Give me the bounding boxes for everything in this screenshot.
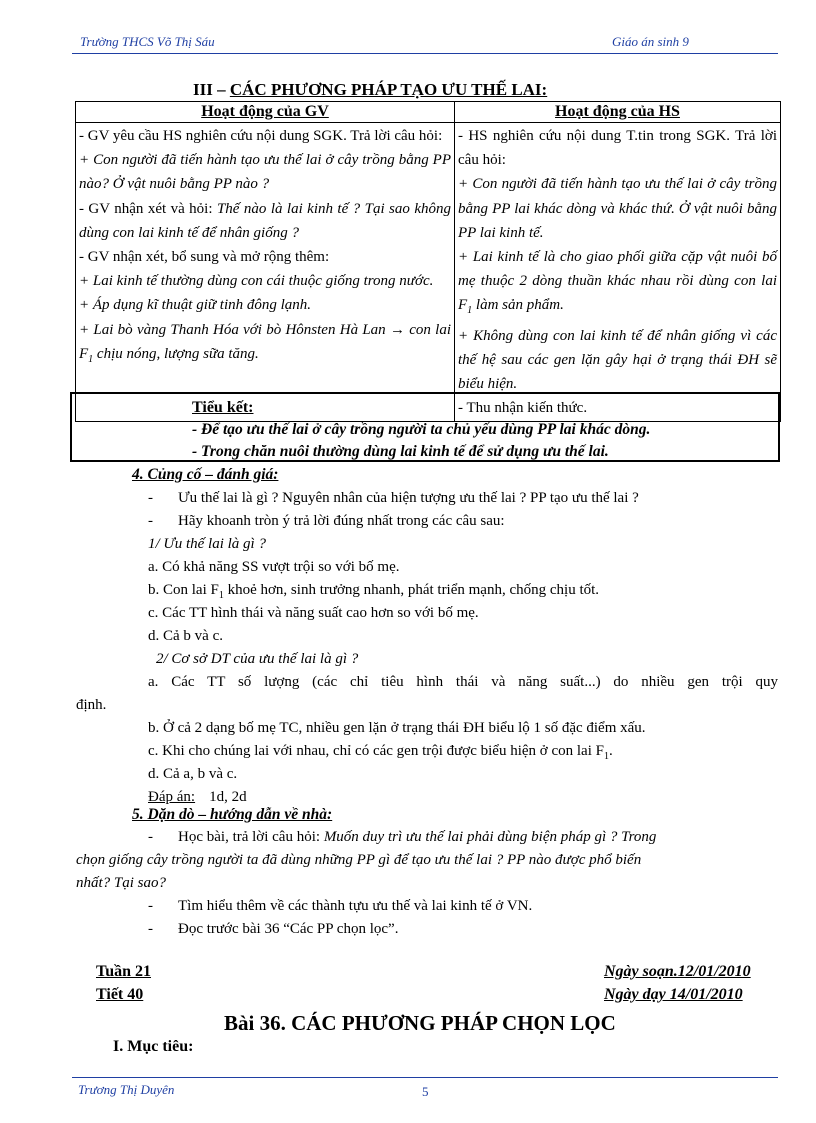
hs-item: - Thu nhận kiến thức. <box>458 400 588 417</box>
gv-item: + Áp dụng kĩ thuật giữ tinh đông lạnh. <box>79 297 312 314</box>
gv-item <box>79 197 451 245</box>
hs-activities <box>455 123 781 422</box>
section-3-title <box>193 80 547 100</box>
gv-item: + Lai kinh tế thường dùng con cái thuộc giống trong nước. <box>79 273 434 290</box>
question-option: c. Khi cho chúng lai với nhau, chỉ có các gen trội được biểu hiện ở con lai $F_1$. <box>148 743 613 762</box>
objective-heading <box>113 1038 193 1056</box>
question-option: a. Các TT số lượng (các chỉ tiêu hình thái và năng suất...) do nhiều gen trội quy <box>148 674 778 690</box>
period-label: Tiết 40 <box>96 986 144 1003</box>
header-subject: Giáo án sinh 9 <box>612 34 689 49</box>
answer <box>148 789 247 806</box>
gv-item-italic: Thế nào là lai kinh tế ? Tại sao không dùng con lai kinh tế để nhân giống ? <box>79 200 451 241</box>
list-item: - Tìm hiểu thêm về các thành tựu ưu thế và lai kinh tế ở VN. <box>148 898 533 914</box>
list-item-cont: chọn giống cây trồng người ta đã dùng những PP gì để tạo ưu thế lai ? PP nào được phổ biến <box>76 852 642 868</box>
list-item: - Ưu thế lai là gì ? Nguyên nhân của hiện tượng ưu thế lai ? PP tạo ưu thế lai ? <box>148 490 639 506</box>
list-item-text: Hãy khoanh tròn ý trả lời đúng nhất trong các câu sau: <box>178 513 505 529</box>
header-rule <box>72 53 778 54</box>
activity-table <box>75 101 781 422</box>
list-item: - Hãy khoanh tròn ý trả lời đúng nhất trong các câu sau: <box>148 513 505 529</box>
footer-rule <box>72 1077 778 1078</box>
summary-line: - Trong chăn nuôi thường dùng lai kinh tế để sử dụng ưu thế lai. <box>192 443 609 460</box>
section-4-title: 4. Củng cố – đánh giá: <box>132 466 279 483</box>
page-number: 5 <box>422 1084 429 1099</box>
question-option: d. Cả a, b và c. <box>148 766 238 782</box>
list-item-italic: Muốn duy trì ưu thế lai phải dùng biện pháp gì ? Trong <box>323 829 657 845</box>
list-item-cont: nhất? Tại sao? <box>76 875 167 891</box>
gv-item: - GV yêu cầu HS nghiên cứu nội dung SGK. Trả lời câu hỏi: <box>79 128 443 144</box>
summary-box <box>70 392 780 462</box>
summary-line: - Để tạo ưu thế lai ở cây trồng người ta chủ yếu dùng PP lai khác dòng. <box>192 421 651 438</box>
question-option: d. Cả b và c. <box>148 628 223 644</box>
gv-item: + Con người đã tiến hành tạo ưu thế lai ở cây trồng bằng PP nào? Ở vật nuôi bằng PP nào ? <box>79 152 451 193</box>
question-1: 1/ Ưu thế lai là gì ? <box>148 536 266 552</box>
list-item-text: Đọc trước bài 36 “Các PP chọn lọc”. <box>178 921 399 937</box>
lesson-title: Bài 36. CÁC PHƯƠNG PHÁP CHỌN LỌC <box>224 1011 616 1035</box>
section-5-title: 5. Dặn dò – hướng dẫn về nhà: <box>132 806 333 823</box>
question-option: c. Các TT hình thái và năng suất cao hơn so với bố mẹ. <box>148 605 479 621</box>
question-option: a. Có khả năng SS vượt trội so với bố mẹ. <box>148 559 400 575</box>
question-2: 2/ Cơ sở DT của ưu thế lai là gì ? <box>156 651 359 667</box>
hs-item: + Không dùng con lai kinh tế để nhân giống vì các thế hệ sau các gen lặn gây hại ở trạng thái ĐH sẽ biểu hiện. <box>458 327 777 393</box>
header-school: Trường THCS Võ Thị Sáu <box>80 34 215 49</box>
question-option: b. Con lai $F_1$ khoẻ hơn, sinh trưởng nhanh, phát triển mạnh, chống chịu tốt. <box>148 582 600 601</box>
gv-item: - GV nhận xét, bổ sung và mở rộng thêm: <box>79 249 330 266</box>
col-header-hs: Hoạt động của HS <box>455 102 781 123</box>
week-label: Tuần 21 <box>96 963 151 980</box>
question-option: b. Ở cả 2 dạng bố mẹ TC, nhiều gen lặn ở trạng thái ĐH biểu lộ 1 số đặc điểm xấu. <box>148 720 646 736</box>
prep-date: Ngày soạn.12/01/2010 <box>604 963 751 980</box>
answer-label: Đáp án: <box>148 789 196 805</box>
list-item-text: Tìm hiểu thêm về các thành tựu ưu thế và lai kinh tế ở VN. <box>178 898 533 914</box>
footer-author: Trương Thị Duyên <box>78 1082 175 1097</box>
col-header-gv: Hoạt động của GV <box>76 102 455 123</box>
gv-item-normal: - GV nhận xét và hỏi: <box>79 200 217 217</box>
hs-item: - HS nghiên cứu nội dung T.tin trong SGK. Trả lời câu hỏi: <box>458 128 777 169</box>
hs-item: + Con người đã tiến hành tạo ưu thế lai ở cây trồng bằng PP lai khác dòng và khác thứ. Ở vật nuôi bằng PP lai kinh tế. <box>458 176 777 241</box>
list-item-text: Ưu thế lai là gì ? Nguyên nhân của hiện tượng ưu thế lai ? PP tạo ưu thế lai ? <box>178 490 639 506</box>
list-item-text: Học bài, trả lời câu hỏi: <box>178 829 324 845</box>
gv-activities <box>76 123 455 422</box>
list-item: - Đọc trước bài 36 “Các PP chọn lọc”. <box>148 921 399 937</box>
gv-item: + Lai bò vàng Thanh Hóa với bò Hônsten Hà Lan → con lai $F_1$ chịu nóng, lượng sữa tăng. <box>79 321 451 365</box>
question-option-cont: định. <box>76 697 107 713</box>
hs-item: + Lai kinh tế là cho giao phối giữa cặp vật nuôi bố mẹ thuộc 2 dòng thuần khác nhau rồi dùng con lai $F_1$ làm sản phẩm. <box>458 249 777 317</box>
list-item: - Học bài, trả lời câu hỏi: Muốn duy trì ưu thế lai phải dùng biện pháp gì ? Trong <box>148 829 657 845</box>
section-3-heading: CÁC PHƯƠNG PHÁP TẠO ƯU THẾ LAI: <box>229 80 548 99</box>
section-3-prefix: III – <box>193 80 230 99</box>
summary-title: Tiểu kết: <box>192 399 254 416</box>
objective-text: I. Mục tiêu: <box>113 1038 194 1055</box>
answer-value: 1d, 2d <box>209 789 247 805</box>
teach-date: Ngày dạy 14/01/2010 <box>604 986 743 1003</box>
